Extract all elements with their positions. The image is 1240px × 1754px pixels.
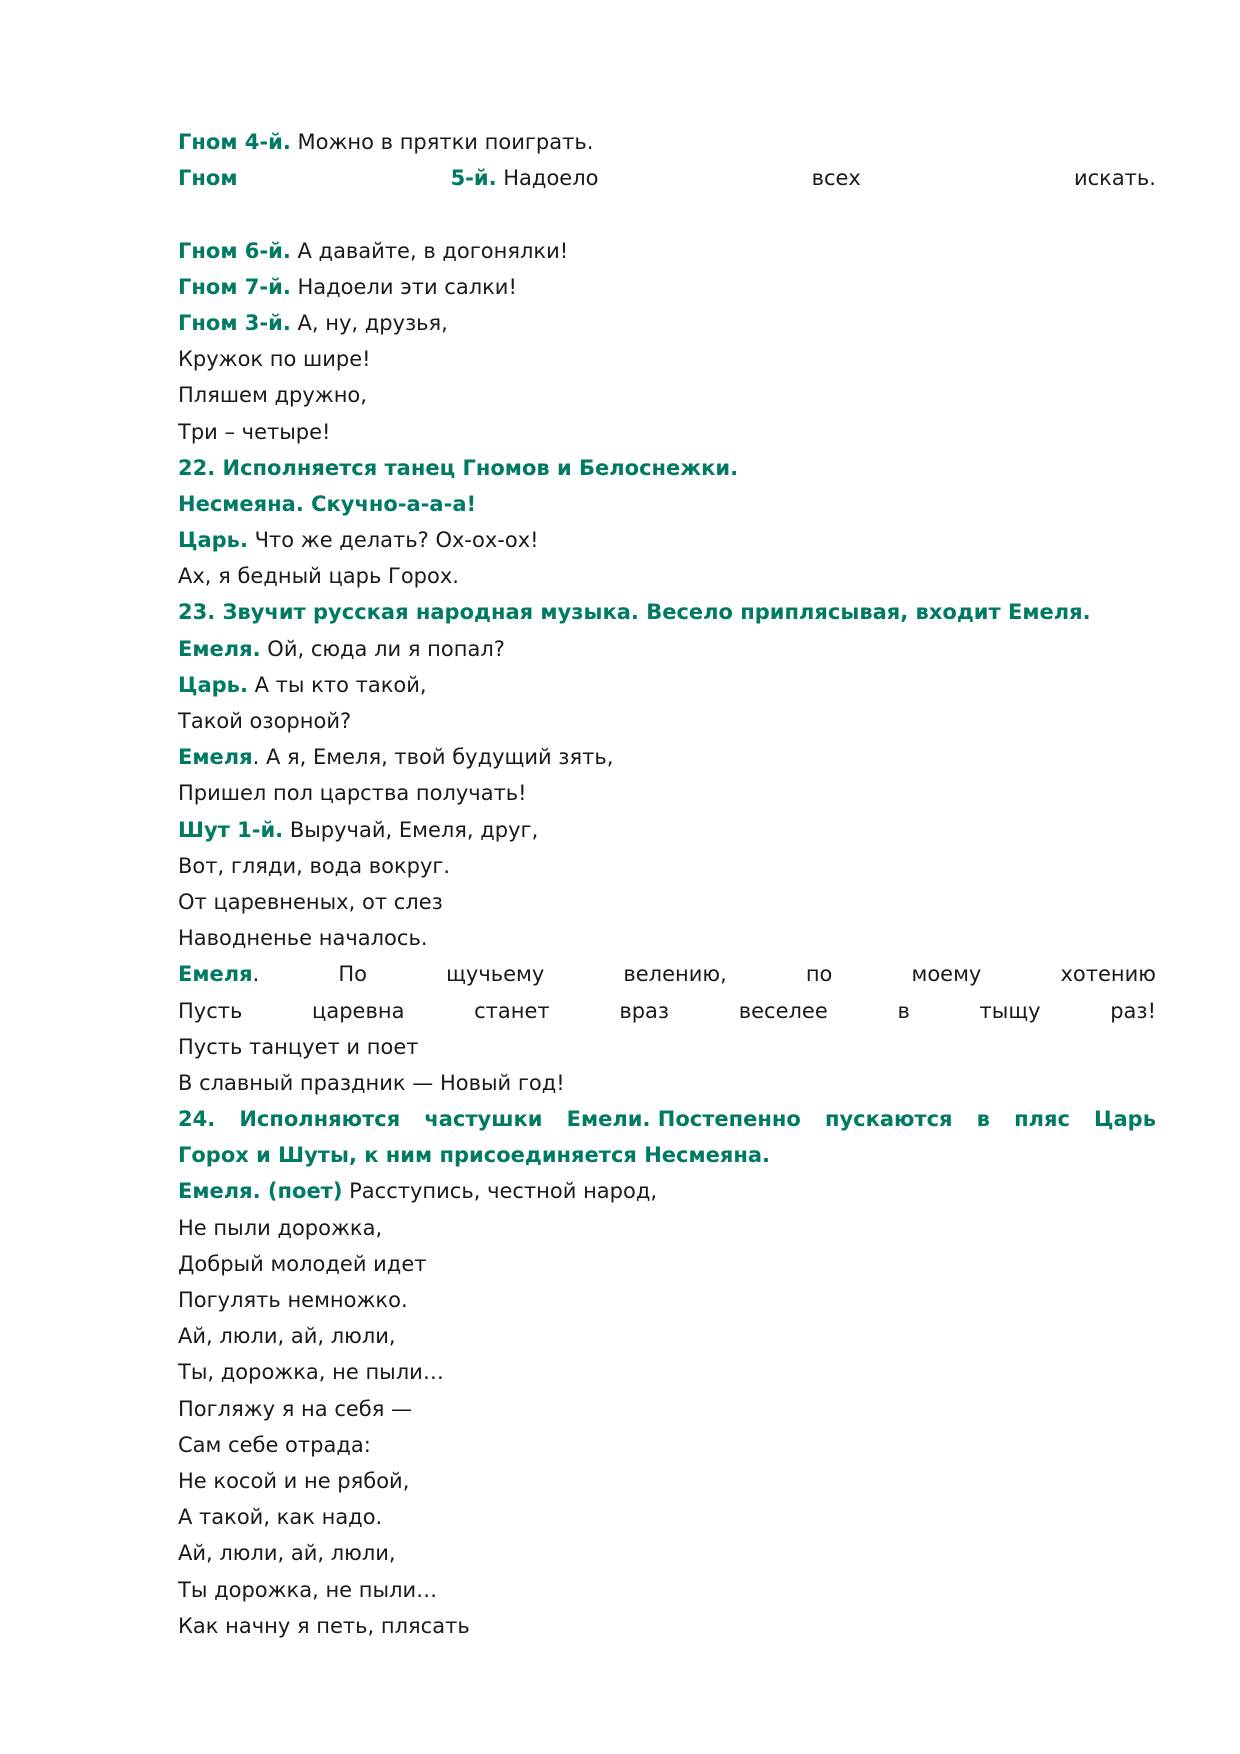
blank-line — [178, 196, 1156, 232]
line-word: частушки — [424, 1107, 543, 1132]
line-word: Исполняются — [239, 1107, 401, 1132]
stage-direction: 22. Исполняется танец Гномов и Белоснежки. — [178, 455, 739, 480]
line-word: по — [805, 962, 833, 987]
script-line — [178, 522, 1156, 558]
line-word: враз — [619, 998, 670, 1023]
line-word: царевна — [312, 998, 405, 1023]
script-line — [178, 124, 1156, 160]
script-line — [178, 160, 1156, 196]
script-line: Пляшем дружно, — [178, 383, 367, 408]
line-word: пускаются — [824, 1107, 953, 1132]
line-word: 24. — [178, 1107, 216, 1132]
script-line: Добрый молодей идет — [178, 1251, 427, 1276]
line-text: Можно в прятки поиграть. — [290, 130, 594, 154]
line-word: велению, — [623, 962, 727, 987]
script-line: От царевненых, от слез — [178, 889, 443, 914]
script-line: Ай, люли, ай, люли, — [178, 1541, 396, 1566]
script-line: А такой, как надо. — [178, 1505, 383, 1530]
script-line: Ах, я бедный царь Горох. — [178, 564, 459, 589]
line-text: Что же делать? Ох-ох-ох! — [247, 528, 539, 553]
line-word: в — [897, 998, 910, 1023]
script-page — [178, 124, 1156, 1644]
line-text: Надоели эти салки! — [290, 274, 517, 299]
speaker-name: Емеля — [178, 962, 253, 987]
line-word: в — [976, 1107, 990, 1132]
line-text: Ой, сюда ли я попал? — [260, 636, 505, 661]
script-line: Наводненье началось. — [178, 926, 428, 951]
script-line: Вот, гляди, вода вокруг. — [178, 853, 451, 878]
script-line: В славный праздник — Новый год! — [178, 1070, 565, 1095]
line-word: раз! — [1110, 998, 1156, 1023]
line-text: А, ну, друзья, — [290, 310, 448, 335]
line-word: Емеля. — [178, 962, 260, 987]
script-line: Погляжу я на себя — — [178, 1396, 413, 1421]
stage-direction — [178, 1101, 1156, 1137]
script-line: Такой озорной? — [178, 709, 352, 733]
speaker-name: Шут 1-й. — [178, 817, 284, 842]
script-line: Пришел пол царства получать! — [178, 781, 527, 806]
script-line — [178, 305, 1156, 341]
speaker-name: Емеля. (поет) — [178, 1179, 343, 1204]
speaker-number: 5-й. — [450, 166, 497, 191]
speaker-name: Царь. — [178, 672, 248, 697]
script-line — [178, 233, 1156, 269]
script-line — [178, 1173, 1156, 1209]
script-line — [178, 739, 1156, 775]
script-line — [178, 812, 1156, 848]
line-word: Царь — [1094, 1107, 1156, 1132]
script-line: Ай, люли, ай, люли, — [178, 1324, 396, 1349]
speaker-name: Гном 7-й. — [178, 274, 291, 299]
line-text: . А я, Емеля, твой будущий зять, — [252, 745, 614, 770]
script-line: Сам себе отрада: — [178, 1432, 371, 1457]
line-text: А ты кто такой, — [247, 672, 427, 697]
script-line — [178, 993, 1156, 1029]
line-text: А давайте, в догонялки! — [290, 238, 569, 263]
stage-direction: Горох и Шуты, к ним присоединяется Несмеяна. — [178, 1143, 771, 1168]
line-word: По — [338, 962, 368, 987]
line-word: Пусть — [178, 998, 243, 1023]
stage-direction: Несмеяна. Скучно-а-а-а! — [178, 491, 477, 516]
line-word: Гном — [178, 166, 238, 191]
script-line — [178, 269, 1156, 305]
speaker-name: Гном 3-й. — [178, 310, 291, 335]
speaker-name: Емеля — [178, 745, 253, 770]
script-line: Как начну я петь, плясать — [178, 1613, 470, 1638]
script-line — [178, 667, 1156, 703]
line-text: Выручай, Емеля, друг, — [283, 817, 539, 842]
line-word: станет — [474, 998, 550, 1023]
stage-direction: 23. Звучит русская народная музыка. Весело приплясывая, входит Емеля. — [178, 600, 1091, 625]
speaker-name: Емеля. — [178, 636, 261, 661]
speaker-name: Гном 4-й. — [178, 130, 291, 154]
line-word: всех — [811, 166, 861, 191]
script-line: Ты, дорожка, не пыли… — [178, 1360, 444, 1385]
line-text: Расступись, честной народ, — [342, 1179, 658, 1204]
line-word: 5-й. Надоело — [450, 166, 599, 191]
script-line: Не пыли дорожка, — [178, 1215, 383, 1240]
script-line — [178, 631, 1156, 667]
speaker-name: Гном 6-й. — [178, 238, 291, 263]
script-line: Кружок по шире! — [178, 347, 371, 372]
script-line: Три – четыре! — [178, 419, 331, 444]
line-word: веселее — [738, 998, 828, 1023]
line-word: моему — [911, 962, 982, 987]
speaker-name: Царь. — [178, 528, 248, 553]
line-word: искать. — [1073, 166, 1156, 191]
line-word: тыщу — [979, 998, 1041, 1023]
line-word: пляс — [1014, 1107, 1070, 1132]
line-word: щучьему — [446, 962, 545, 987]
script-line: Погулять немножко. — [178, 1288, 408, 1312]
script-line — [178, 956, 1156, 992]
script-line: Не косой и не рябой, — [178, 1468, 410, 1493]
script-line: Пусть танцует и поет — [178, 1034, 419, 1059]
line-word: Емели. Постепенно — [566, 1107, 801, 1132]
line-word: хотению — [1060, 962, 1156, 987]
script-line: Ты дорожка, не пыли… — [178, 1577, 438, 1602]
